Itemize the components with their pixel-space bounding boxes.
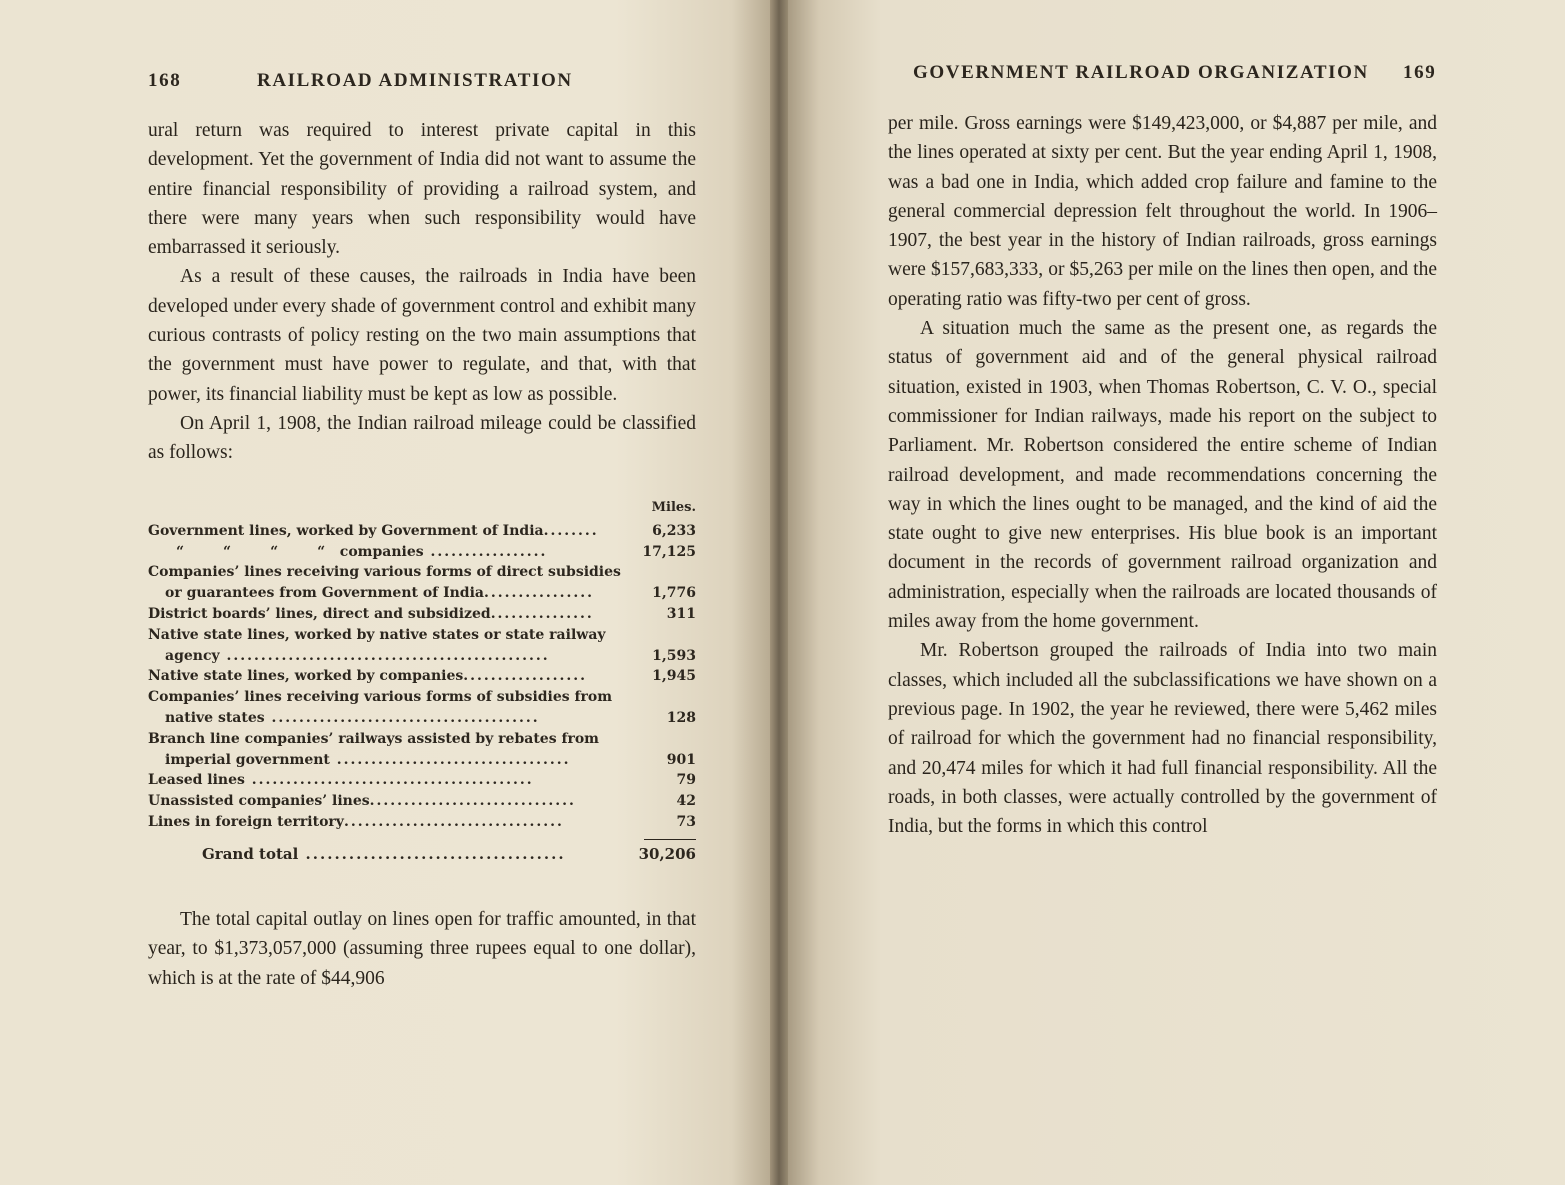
row-value: 79 (676, 772, 696, 789)
table-row: native states ....................................... 128 (148, 708, 696, 729)
paragraph: A situation much the same as the present one, as regards the status of government aid and of the general physical railroad situation, existed in 1903, when Thomas Robertson, C. V. O., special commissioner for Indian railways, made his report on the subject to Parliament. Mr. Robertson considered the entire scheme of Indian railroad development, and made recommendations concerning the way in which the lines ought to be managed, and the kind of aid the state ought to give new enterprises. His blue book is an important document in the records of government railroad organization and administration, especially when the railroads are located thousands of miles away from the home government. (888, 318, 1437, 633)
table-row: Leased lines ......................................... 79 (148, 770, 696, 791)
table-row (148, 562, 696, 583)
paragraph: On April 1, 1908, the Indian railroad mileage could be classified as follows: (148, 412, 696, 464)
table-row: Unassisted companies’ lines.............................. 42 (148, 791, 696, 812)
row-label: Native state lines, worked by companies (148, 668, 464, 685)
right-page-number: 169 (1403, 62, 1437, 83)
table-row: “ “ “ “ companies ................. 17,125 (148, 542, 696, 563)
row-value: 17,125 (642, 543, 696, 560)
row-label: agency (165, 647, 220, 664)
table-row (148, 687, 696, 708)
row-label: Unassisted companies’ lines (148, 793, 370, 810)
left-text-column (148, 116, 696, 468)
table-row: imperial government .................................. 901 (148, 750, 696, 771)
row-value: 311 (666, 605, 696, 622)
row-label: native states (165, 709, 265, 726)
row-label: Native state lines, worked by native states or state railway (148, 626, 606, 643)
row-label: imperial government (165, 751, 330, 768)
table-row: Lines in foreign territory................................ 73 (148, 812, 696, 833)
paragraph: Mr. Robertson grouped the railroads of India into two main classes, which included all the subclassifications we have shown on a previous page. In 1902, the year he reviewed, there were 5,462 miles of railroad for which the government had no financial responsibility, and 20,474 miles for which it had full financial responsibility. All the roads, in both classes, were actually controlled by the government of India, but the forms in which this control (888, 640, 1437, 838)
table-column-header: Miles. (651, 500, 696, 515)
total-value: 30,206 (638, 844, 696, 863)
table-row: Government lines, worked by Government of India........ 6,233 (148, 521, 696, 542)
row-label: Leased lines (148, 772, 245, 789)
row-value: 6,233 (652, 522, 696, 539)
row-value: 901 (666, 751, 696, 768)
table-row: Native state lines, worked by companies.................. 1,945 (148, 666, 696, 687)
row-value: 1,776 (652, 585, 696, 602)
row-value: 128 (666, 709, 696, 726)
row-label: Branch line companies’ railways assisted by rebates from (148, 730, 599, 747)
table-row: agency ............................................... 1,593 (148, 646, 696, 667)
total-label: Grand total (202, 844, 299, 863)
row-label: Lines in foreign territory (148, 813, 344, 830)
left-page-number: 168 (148, 70, 182, 91)
total-rule (644, 839, 696, 840)
table-total-row: Grand total .................................... 30,206 (202, 844, 696, 863)
row-label: “ “ “ “ companies (176, 543, 424, 560)
row-label: or guarantees from Government of India (165, 585, 484, 602)
mileage-table (148, 498, 696, 865)
paragraph: ural return was required to interest private capital in this development. Yet the government of India did not want to assume the entire financial responsibility of providing a railroad system, and there were many years when such responsibility would have embarrassed it seriously. (148, 120, 696, 259)
paragraph: The total capital outlay on lines open for traffic amounted, in that year, to $1,373,057,000 (assuming three rupees equal to one dollar), which is at the rate of $44,906 (148, 909, 696, 989)
row-value: 42 (676, 793, 696, 810)
table-row (148, 729, 696, 750)
paragraph: per mile. Gross earnings were $149,423,000, or $4,887 per mile, and the lines operated at sixty per cent. But the year ending April 1, 1908, was a bad one in India, which added crop failure and famine to the general commercial depression felt throughout the world. In 1906–1907, the best year in the history of Indian railroads, gross earnings were $157,683,333, or $5,263 per mile on the lines then open, and the operating ratio was fifty-two per cent of gross. (888, 113, 1437, 310)
left-closing-text (148, 905, 696, 993)
row-label: Companies’ lines receiving various forms of direct subsidies (148, 564, 621, 581)
right-running-head: GOVERNMENT RAILROAD ORGANIZATION (913, 62, 1369, 83)
table-row (148, 625, 696, 646)
paragraph: As a result of these causes, the railroads in India have been developed under every shade of government control and exhibit many curious contrasts of policy resting on the two main assumptions that the government must have power to regulate, and that, with that power, its financial liability must be kept as low as possible. (148, 266, 696, 405)
book-gutter (770, 0, 788, 1185)
table-row: or guarantees from Government of India................ 1,776 (148, 583, 696, 604)
left-running-head: RAILROAD ADMINISTRATION (257, 70, 573, 91)
row-value: 1,593 (652, 647, 696, 664)
row-label: Companies’ lines receiving various forms of subsidies from (148, 689, 613, 706)
row-label: District boards’ lines, direct and subsidized (148, 605, 491, 622)
table-row: District boards’ lines, direct and subsidized............... 311 (148, 604, 696, 625)
row-value: 73 (676, 813, 696, 830)
row-value: 1,945 (652, 668, 696, 685)
right-text-column (888, 109, 1437, 841)
row-label: Government lines, worked by Government of India (148, 522, 544, 539)
